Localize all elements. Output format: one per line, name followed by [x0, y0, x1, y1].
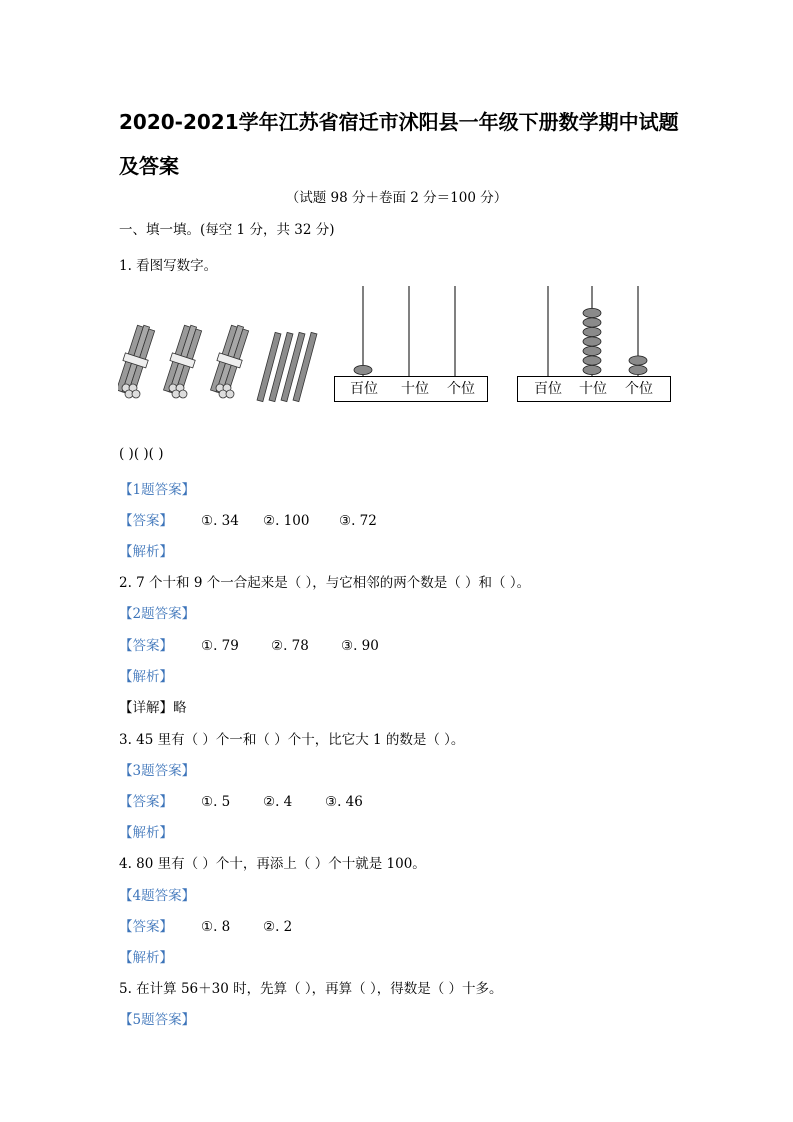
- stick-bundle-2: [161, 322, 205, 398]
- abacus-1-label-box: [334, 376, 488, 402]
- q2-analysis: 【解析】: [119, 669, 173, 685]
- page-title: 2020-2021学年江苏省宿迁市沭阳县一年级下册数学期中试题及答案: [119, 110, 679, 178]
- stick-bundle-3: [208, 322, 252, 398]
- q4-answer-header: 【4题答案】: [119, 888, 196, 904]
- answer-label: 【答案】: [119, 638, 173, 654]
- answer-1: ①. 8: [201, 919, 231, 935]
- q3-answer-row: [119, 790, 363, 810]
- answer-label: 【答案】: [119, 919, 173, 935]
- question-2: 2. 7 个十和 9 个一合起来是（ ），与它相邻的两个数是（ ）和（ ）。: [119, 575, 531, 591]
- abacus-bead: [583, 337, 601, 346]
- answer-label: 【答案】: [119, 513, 173, 529]
- question-5: 5. 在计算 56＋30 时，先算（ ），再算（ ），得数是（ ）十多。: [119, 981, 503, 997]
- section-heading: 一、填一填。(每空 1 分，共 32 分): [119, 222, 335, 238]
- abacus-bead: [583, 318, 601, 327]
- question-3: 3. 45 里有（ ）个一和（ ）个十，比它大 1 的数是（ ）。: [119, 732, 465, 748]
- answer-1: ①. 79: [201, 638, 239, 654]
- answer-3: ③. 90: [341, 638, 379, 654]
- abacus-label-ones: 个位: [625, 381, 653, 397]
- single-sticks: [257, 332, 317, 401]
- abacus-1: [334, 286, 488, 404]
- abacus-label-ones: 个位: [447, 381, 475, 397]
- abacus-1-rods: [334, 286, 488, 376]
- q3-answer-header: 【3题答案】: [119, 763, 196, 779]
- q1-answer-row: [119, 509, 377, 529]
- answer-2: ②. 4: [263, 794, 293, 810]
- abacus-bead: [354, 365, 372, 374]
- q4-analysis: 【解析】: [119, 950, 173, 966]
- subtitle: （试题 98 分＋卷面 2 分＝100 分）: [285, 190, 508, 206]
- q2-answer-header: 【2题答案】: [119, 606, 196, 622]
- q2-answer-row: [119, 634, 379, 654]
- answer-3: ③. 72: [339, 513, 377, 529]
- answer-1: ①. 5: [201, 794, 231, 810]
- abacus-2-label-box: [517, 376, 671, 402]
- abacus-bead: [583, 346, 601, 355]
- question-1: 1. 看图写数字。: [119, 258, 218, 274]
- stick-bundle-1: [118, 322, 158, 398]
- answer-label: 【答案】: [119, 794, 173, 810]
- sticks-figure: [118, 322, 328, 404]
- abacus-label-hundreds: 百位: [534, 381, 562, 397]
- q4-answer-row: [119, 915, 292, 935]
- q1-answer-header: 【1题答案】: [119, 482, 196, 498]
- q1-blanks: ( )( )( ): [119, 446, 164, 462]
- abacus-bead: [583, 327, 601, 336]
- q2-detail: 【详解】略: [119, 700, 187, 716]
- abacus-2-rods: [517, 286, 671, 376]
- q5-answer-header: 【5题答案】: [119, 1012, 196, 1028]
- abacus-bead: [629, 356, 647, 365]
- abacus-bead: [629, 365, 647, 374]
- q1-analysis: 【解析】: [119, 544, 173, 560]
- abacus-label-tens: 十位: [401, 381, 429, 397]
- question-4: 4. 80 里有（ ）个十，再添上（ ）个十就是 100。: [119, 856, 426, 872]
- answer-3: ③. 46: [325, 794, 363, 810]
- answer-2: ②. 2: [263, 919, 293, 935]
- abacus-bead: [583, 308, 601, 317]
- answer-2: ②. 100: [263, 513, 310, 529]
- abacus-bead: [583, 356, 601, 365]
- q3-analysis: 【解析】: [119, 825, 173, 841]
- answer-2: ②. 78: [271, 638, 309, 654]
- answer-1: ①. 34: [201, 513, 239, 529]
- abacus-label-hundreds: 百位: [350, 381, 378, 397]
- abacus-bead: [583, 365, 601, 374]
- abacus-label-tens: 十位: [579, 381, 607, 397]
- abacus-2: [517, 286, 671, 404]
